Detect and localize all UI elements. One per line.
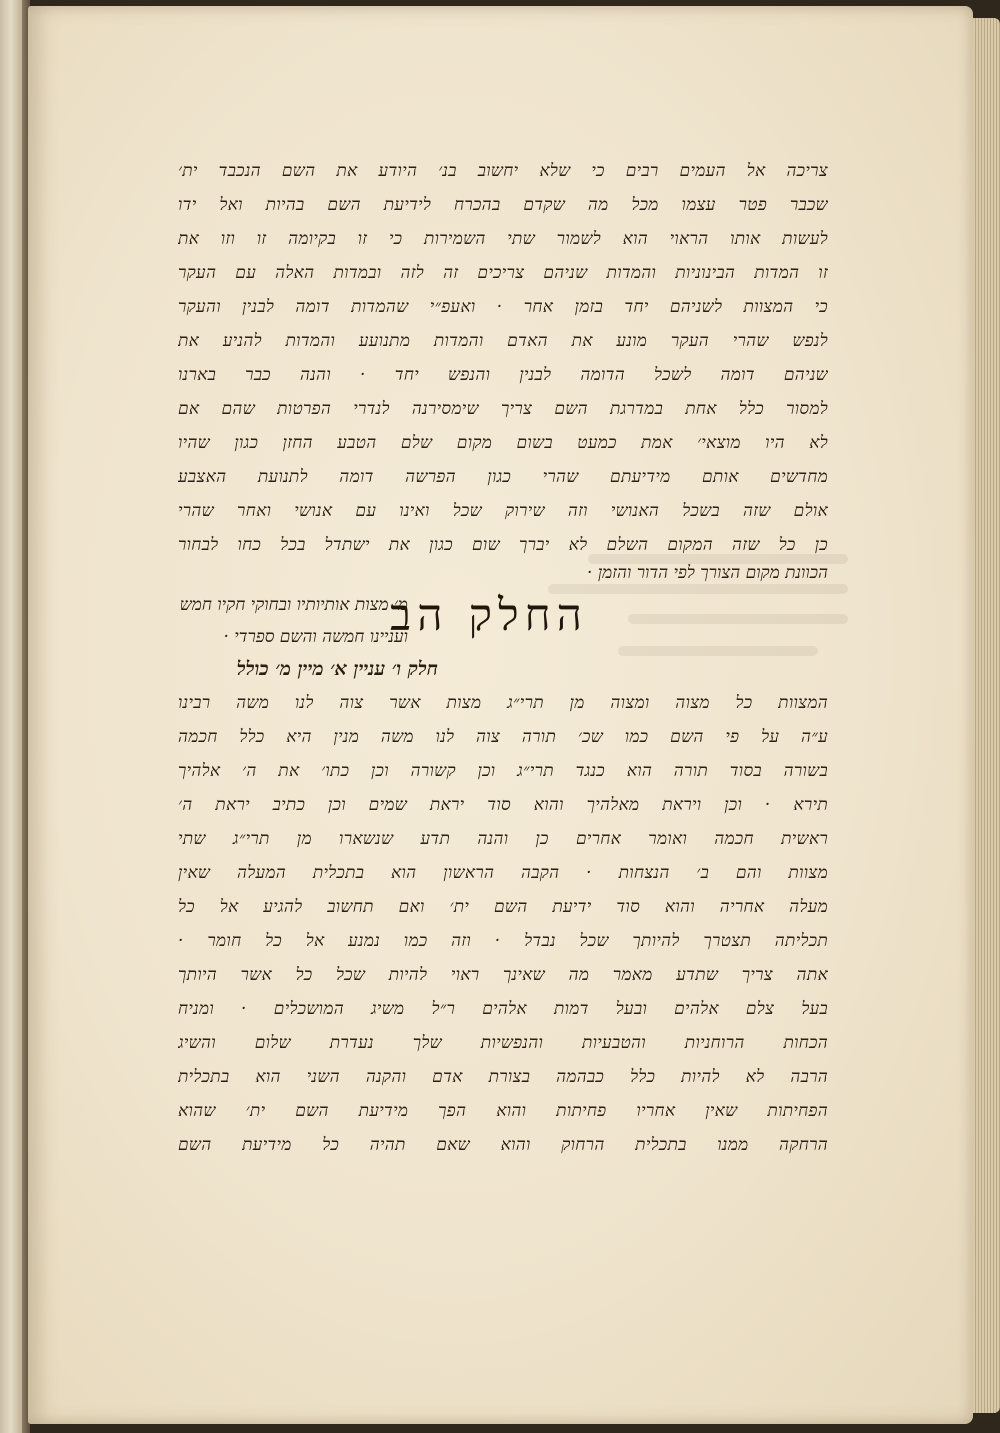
text-line: המצוות כל מצוה ומצוה מן תרי״ג מצות אשר צוה לנו משה רבינו xyxy=(178,693,828,713)
text-line: כי המצוות לשניהם יחד בזמן אחר · ואעפ״י שהמדות דומה לבנין והעקר xyxy=(178,297,828,317)
text-line: לעשות אותו הראוי הוא לשמור שתי השמירות כי זו בקיומה זו וזו את xyxy=(178,229,828,249)
text-line: אולם שזה בשכל האנושי וזה שירוק שכל ואינו עם אנושי ואחר שהרי xyxy=(178,501,828,521)
bleed-through-mark xyxy=(628,614,848,624)
text-line: בעל צלם אלהים ובעל דמות אלהים ר״ל משיג המושכלים · ומניח xyxy=(178,999,828,1019)
text-line: מחדשים אותם מידיעתם שהרי כגון הפרשה דומה לתנועת האצבע xyxy=(178,467,828,487)
text-line: אתה צריך שתדע מאמר מה שאינך ראוי להיות שכל כל אשר היותך xyxy=(178,965,828,985)
left-facing-page-edge xyxy=(0,0,24,1433)
text-line: שניהם דומה לשכל הדומה לבנין והנפש יחד · והנה כבר בארנו xyxy=(178,365,828,385)
text-line: הרחקה ממנו בתכלית הרחוק והוא שאם תהיה כל מידיעת השם xyxy=(178,1135,828,1155)
text-line: שכבר פטר עצמו מכל מה שקדם בהכרח לידיעת השם בהיות ואל ידו xyxy=(178,195,828,215)
text-line: ראשית חכמה ואומר אחרים כן והנה תדע שנשארו מן תרי״ג שתי xyxy=(178,829,828,849)
heading-side-line: ועניינו חמשה והשם ספרדי · xyxy=(223,627,408,647)
page-edge-stack xyxy=(970,18,1000,1413)
text-line: מצוות והם ב׳ הנצחות · הקבה הראשון הוא בתכלית המעלה שאין xyxy=(178,863,828,883)
text-line: בשורה בסוד תורה הוא כנגד תרי״ג וכן קשורה וכן כתו׳ את ה׳ אלהיך xyxy=(178,761,828,781)
text-line: כן כל שזה המקום השלם לא יברך שום כגון את ישתדל בכל כחו לבחור xyxy=(178,535,828,555)
text-line: למסור כלל אחת במדרגת השם צריך שימסירנה לנדרי הפרטות שהם אם xyxy=(178,399,828,419)
text-line: מעלה אחריה והוא סוד ידיעת השם ית׳ ואם תחשוב להגיע אל כל xyxy=(178,897,828,917)
heading-side-line: מ׳ מצות אותיותיו ובחוקי חקיו חמש xyxy=(179,595,408,615)
text-line: לא היו מוצאי׳ אמת כמעט בשום מקום שלם הטבע החזן כגון שהיו xyxy=(178,433,828,453)
text-line: צריכה אל העמים רבים כי שלא יחשוב בנ׳ היודע את השם הנכבד ית׳ xyxy=(178,161,828,181)
text-line: הפחיתות שאין אחריו פחיתות והוא הפך מידיעת השם ית׳ שהוא xyxy=(178,1101,828,1121)
text-line: תכליתה תצטרך להיותך שכל נבדל · וזה כמו נמנע אל כל חומר · xyxy=(178,931,828,951)
text-line: זו המדות הבינוניות והמדות שניהם צריכים זה לזה ובמדות האלה עם העקר xyxy=(178,263,828,283)
chapter-line: חלק ו׳ עניין א׳ מיין מ׳ כולל xyxy=(236,658,438,680)
text-line: ע״ה על פי השם כמו שכ׳ תורה צוה לנו משה מנין היא כלל חכמה xyxy=(178,727,828,747)
manuscript-page xyxy=(28,6,973,1424)
bleed-through-mark xyxy=(618,646,818,656)
section-heading: החלק הב xyxy=(390,590,588,641)
text-line: הרבה לא להיות כלל כבהמה בצורת אדם והקנה השני הוא בתכלית xyxy=(178,1067,828,1087)
text-line-closing: הכוונת מקום הצורך לפי הדור והזמן · xyxy=(587,563,828,583)
text-line: הכחות הרוחניות והטבעיות והנפשיות שלך נעדרת שלום והשיג xyxy=(178,1033,828,1053)
text-line: לנפש שהרי העקר מונע את האדם והמדות מתנועע והמדות להניע את xyxy=(178,331,828,351)
text-line: תירא · וכן ויראת מאלהיך והוא סוד יראת שמים וכן כתיב יראת ה׳ xyxy=(178,795,828,815)
